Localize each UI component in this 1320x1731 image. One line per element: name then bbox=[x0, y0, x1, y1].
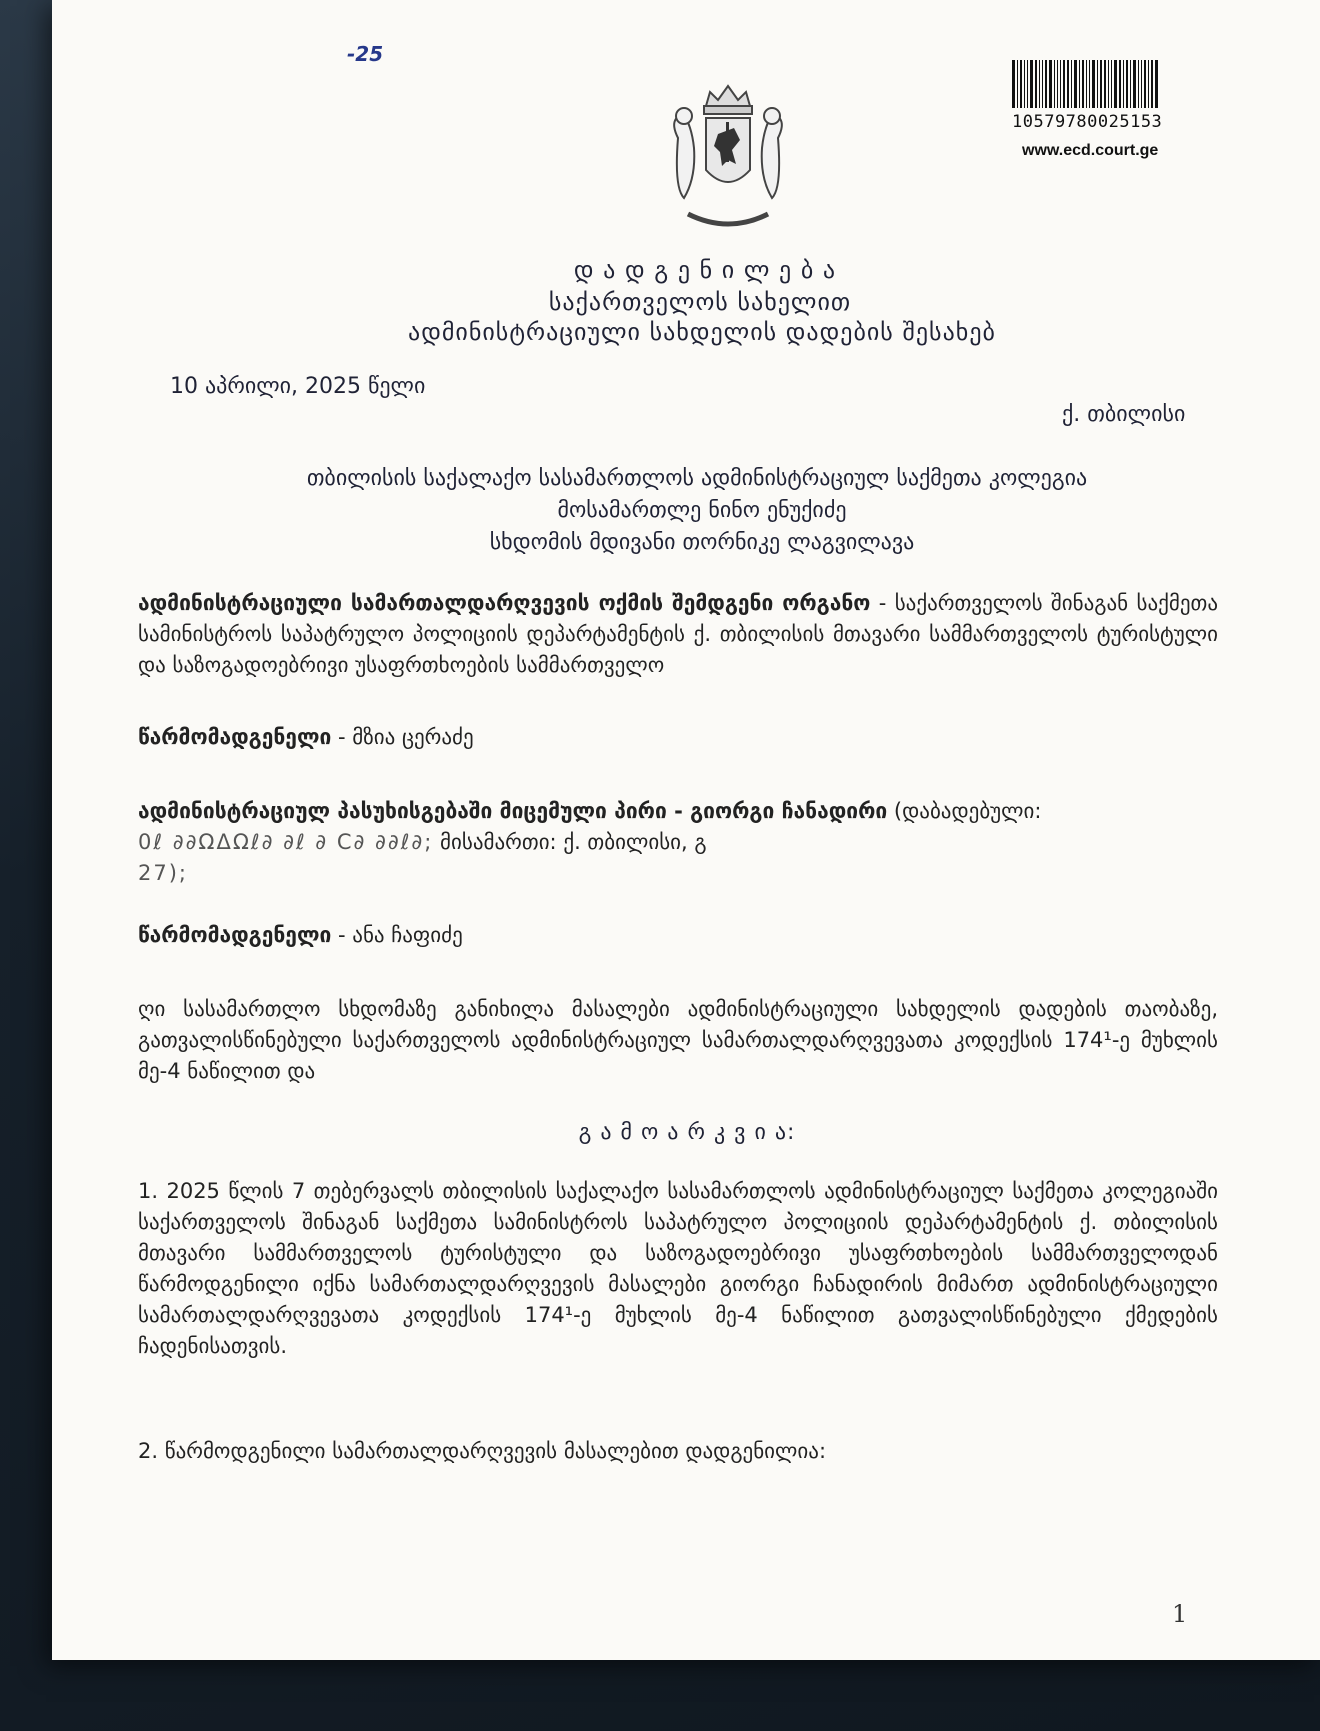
barcode-bar bbox=[1030, 60, 1033, 108]
page-number: 1 bbox=[1172, 1600, 1188, 1628]
barcode-bar bbox=[1024, 60, 1025, 108]
barcode-bar bbox=[1035, 60, 1037, 108]
barcode-bar bbox=[1074, 60, 1077, 108]
barcode-bar bbox=[1057, 60, 1058, 108]
representative-1 bbox=[138, 722, 1218, 753]
barcode-bar bbox=[1063, 60, 1065, 108]
barcode-bar bbox=[1089, 60, 1090, 108]
opening-paragraph bbox=[138, 994, 1218, 1087]
handwritten-page-mark: -25 bbox=[347, 42, 384, 66]
barcode-bar bbox=[1012, 60, 1015, 108]
court-website: www.ecd.court.ge bbox=[1022, 142, 1159, 159]
barcode-number: 10579780025153 bbox=[1012, 112, 1163, 132]
barcode-bar bbox=[1155, 60, 1158, 108]
barcode-bar bbox=[1123, 60, 1124, 108]
barcode-bar bbox=[1017, 60, 1018, 108]
barcode-bar bbox=[1130, 60, 1131, 108]
barcode-bar bbox=[1020, 60, 1022, 108]
barcode-bar bbox=[1108, 60, 1109, 108]
barcode-bar bbox=[1119, 60, 1121, 108]
georgian-coat-of-arms-icon bbox=[648, 78, 808, 238]
barcode-bar bbox=[1027, 60, 1028, 108]
section-heading: გ ა მ ო ა რ კ ვ ი ა: bbox=[578, 1120, 796, 1145]
barcode-bar bbox=[1060, 60, 1061, 108]
barcode-bar bbox=[1114, 60, 1117, 108]
barcode-bar bbox=[1071, 60, 1072, 108]
organ-label: ადმინისტრაციული სამართალდარღვევის ოქმის შემდგენი ორგანო bbox=[138, 591, 871, 615]
barcode-bar bbox=[1054, 60, 1055, 108]
barcode-bar bbox=[1148, 60, 1149, 108]
representative-2 bbox=[138, 920, 1218, 951]
organ-text: - საქართველოს შინაგან საქმეთა სამინისტროს საპატრულო პოლიციის დეპარტამენტის ქ. თბილისის მთავარი სამმართველოს ტურისტული და საზოგადოებრივი უსაფრთხოების სამმართველო bbox=[138, 591, 1218, 677]
document-city: ქ. თბილისი bbox=[1062, 402, 1186, 427]
document-date: 10 აპრილი, 2025 წელი bbox=[170, 374, 426, 399]
barcode-bar bbox=[1111, 60, 1112, 108]
barcode bbox=[1012, 60, 1204, 108]
point-1: 1. 2025 წლის 7 თებერვალს თბილისის საქალაქო სასამართლოს ადმინისტრაციულ საქმეთა კოლეგიაში საქართველოს შინაგან საქმეთა სამინისტროს საპატრულო პოლიციის დეპარტამენტის ქ. თბილისის მთავარი სამმართველოს ტურისტული და საზოგადოებრივი უსაფრთხოების სამმართველოდან წარმოდგენილი იქნა სამართალდარღვევის მასალები გიორგი ჩანადირის მიმართ ადმინისტრაციული სამართალდარღვევათა კოდექსის 174¹-ე მუხლის მე-4 ნაწილით გათვალისწინებული ქმედების ჩადენისათვის. bbox=[138, 1179, 1218, 1358]
barcode-bar bbox=[1126, 60, 1128, 108]
opening-text: ღი სასამართლო სხდომაზე განიხილა მასალები ადმინისტრაციული სახდელის დადების თაობაზე, გათვალისწინებული საქართველოს ადმინისტრაციულ სამართალდარღვევათა კოდექსის 174¹-ე მუხლის მე-4 ნაწილით და bbox=[138, 997, 1218, 1083]
title-in-name-of-georgia: საქართველოს სახელით bbox=[548, 288, 852, 316]
accused-person-paragraph bbox=[138, 796, 1218, 889]
court-secretary: სხდომის მდივანი თორნიკე ლაგვილავა bbox=[489, 530, 915, 555]
rep2-label: წარმომადგენელი bbox=[138, 923, 332, 947]
barcode-bar bbox=[1141, 60, 1142, 108]
barcode-bar bbox=[1039, 60, 1040, 108]
title-subject: ადმინისტრაციული სახდელის დადების შესახებ bbox=[408, 318, 996, 346]
reporting-organ-paragraph bbox=[138, 588, 1218, 681]
point-2: 2. წარმოდგენილი სამართალდარღვევის მასალებით დადგენილია: bbox=[138, 1439, 827, 1463]
document-type-title: დ ა დ გ ე ნ ი ლ ე ბ ა bbox=[573, 256, 837, 284]
person-address: მისამართი: ქ. თბილისი, გ bbox=[433, 830, 707, 854]
barcode-bar bbox=[1042, 60, 1043, 108]
redacted-address-end: 27); bbox=[138, 861, 188, 885]
barcode-bar bbox=[1144, 60, 1146, 108]
barcode-bar bbox=[1079, 60, 1080, 108]
document-page bbox=[52, 0, 1320, 1660]
barcode-bar bbox=[1082, 60, 1084, 108]
rep1-label: წარმომადგენელი bbox=[138, 725, 332, 749]
barcode-bar bbox=[1049, 60, 1052, 108]
barcode-bar bbox=[1045, 60, 1047, 108]
court-name: თბილისის საქალაქო სასამართლოს ადმინისტრაციულ საქმეთა კოლეგია bbox=[306, 466, 1088, 491]
barcode-bar bbox=[1100, 60, 1102, 108]
rep2-text: - ანა ჩაფიძე bbox=[331, 923, 463, 947]
person-text: (დაბადებული: bbox=[887, 799, 1042, 823]
barcode-bar bbox=[1104, 60, 1106, 108]
judge-name: მოსამართლე ნინო ენუქიძე bbox=[557, 498, 847, 523]
redacted-birthdate: 0ℓ ∂∂ΩΔΩℓ∂ ∂ℓ ∂ C∂ ∂∂ℓ∂; bbox=[138, 830, 434, 854]
barcode-bar bbox=[1092, 60, 1095, 108]
barcode-bar bbox=[1086, 60, 1087, 108]
rep1-text: - მზია ცერაძე bbox=[331, 725, 474, 749]
barcode-bar bbox=[1097, 60, 1098, 108]
person-label: ადმინისტრაციულ პასუხისგებაში მიცემული პირი - გიორგი ჩანადირი bbox=[138, 799, 888, 823]
barcode-bar bbox=[1138, 60, 1139, 108]
barcode-bar bbox=[1067, 60, 1069, 108]
barcode-bar bbox=[1151, 60, 1153, 108]
barcode-bar bbox=[1133, 60, 1136, 108]
